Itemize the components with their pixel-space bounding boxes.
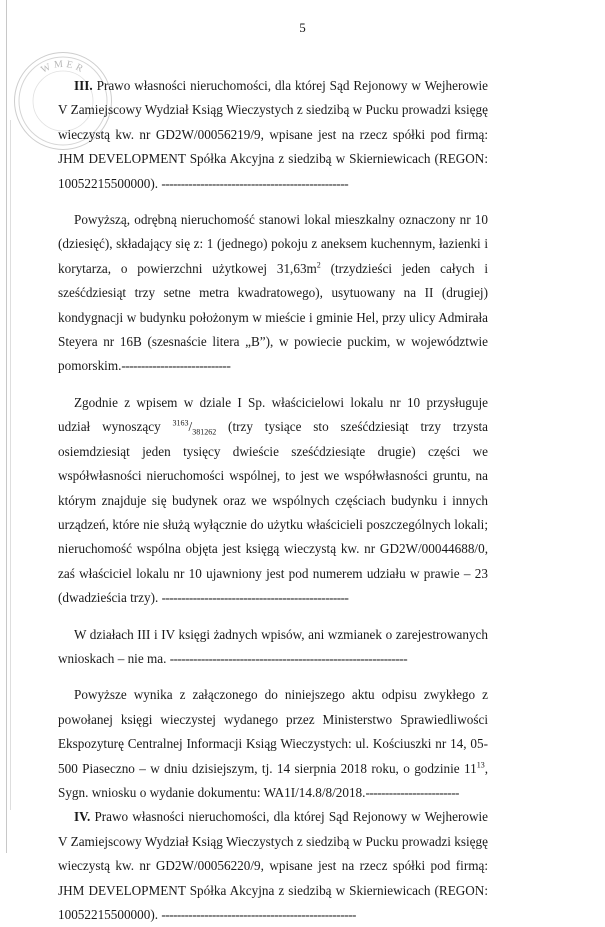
spacer	[58, 379, 488, 391]
section-iii-text: Prawo własności nieruchomości, dla której Sąd Rejonowy w Wejherowie V Zamiejscowy Wydział Ksiąg Wieczystych z siedzibą w Pucku prowadzi księgę wieczystą kw. nr GD2W/00056219/9, wpisane jest na rzecz spółki pod firmą: JHM DEVELOPMENT Spółka Akcyjna z siedzibą w Skierniewicach (REGON: 10052215500000).	[58, 78, 488, 191]
unit-text-1: Powyższą, odrębną nieruchomość stanowi lokal mieszkalny oznaczony nr 10 (dziesięć), składający się z: 1 (jednego) pokoju z aneksem kuchennym, łazienki i korytarza, o powierzchni użytkowej 31,63m	[58, 212, 488, 276]
share-text-1: Zgodnie z wpisem w dziale I Sp. właścicielowi lokalu nr 10 przysługuje udział wynoszący	[58, 394, 488, 435]
divisions-text: W działach III i IV księgi żadnych wpisów, ani wzmianek o zarejestrowanych wnioskach – nie ma.	[58, 626, 488, 666]
seal-lettering: WMER	[39, 58, 88, 77]
unit-text-2: (trzydzieści jeden całych i sześćdziesiąt trzy setne metra kwadratowego), usytuowany na II (drugiej) kondygnacji w budynku położonym w mieście i gminie Hel, przy ulicy Admirała Steyera nr 16B (szesnaście litera „B”), w powiecie puckim, w województwie pomorskim.	[58, 260, 489, 374]
spacer	[58, 611, 488, 623]
source-dashes: ------------------------	[365, 784, 459, 800]
unit-area-superscript: 2	[316, 260, 321, 270]
section-iv-paragraph	[58, 805, 488, 927]
section-iv-label: IV.	[74, 809, 91, 825]
spacer	[58, 671, 488, 683]
section-iv-dashes: --------------------------------------------------	[161, 907, 356, 922]
source-paragraph	[58, 683, 488, 805]
source-time-superscript: 13	[476, 760, 485, 770]
share-fraction-numerator: 3163	[172, 418, 189, 428]
section-iii-paragraph	[58, 74, 488, 196]
section-iii-label: III.	[74, 78, 93, 93]
source-text-2: , Sygn. wniosku o wydanie dokumentu: WA1I/14.8/8/2018.	[58, 760, 488, 800]
share-fraction-denominator: 381262	[192, 427, 217, 437]
share-text-2: (trzy tysiące sto sześćdziesiąt trzy trzysta osiemdziesiąt jeden tysięcy dwieście sześćdziesiąte drugie) części we współwłasności nieruchomości wspólnej, to jest we współwłasności gruntu, na którym znajduje się budynek oraz we wspólnych częściach budynku i innych urządzeń, które nie służą wyłącznie do użytku właścicieli poszczególnych lokali; nieruchomość wspólna objęta jest księgą wieczystą kw. nr GD2W/00044688/0, zaś właściciel lokalu nr 10 ujawniony jest pod numerem udziału w prawie – 23 (dwadzieścia trzy).	[58, 419, 488, 606]
page-number: 5	[299, 20, 306, 35]
document-body	[58, 74, 488, 927]
share-dashes: ------------------------------------------------	[161, 590, 349, 606]
section-iv-text: Prawo własności nieruchomości, dla której Sąd Rejonowy w Wejherowie V Zamiejscowy Wydział Ksiąg Wieczystych z siedzibą w Pucku prowadzi księgę wieczystą kw. nr GD2W/00056220/9, wpisane jest na rzecz spółki pod firmą: JHM DEVELOPMENT Spółka Akcyjna z siedzibą w Skierniewicach (REGON: 10052215500000).	[58, 809, 488, 922]
divisions-dashes: -------------------------------------------------------------	[169, 650, 408, 666]
divisions-paragraph	[58, 623, 488, 672]
share-paragraph: Zgodnie z wpisem w dziale I Sp. właścicielowi lokalu nr 10 przysługuje udział wynoszący $^{3163}/_{381262}$ (trzy tysiące sto sześćdziesiąt trzy trzysta osiemdziesiąt jeden tysięcy dwieście sześćdziesiąte drugie) części we współwłasności nieruchomości wspólnej, to jest we współwłasności gruntu, na którym znajduje się budynek oraz we wspólnych częściach budynku i innych urządzeń, które nie służą wyłącznie do użytku właścicieli poszczególnych lokali; nieruchomość wspólna objęta jest księgą wieczystą kw. nr GD2W/00044688/0, zaś właściciel lokalu nr 10 ujawniony jest pod numerem udziału w prawie – 23 (dwadzieścia trzy). ------------------------------------------------	[58, 394, 488, 606]
binding-edge-line	[6, 0, 7, 853]
section-iii-dashes: ------------------------------------------------	[161, 175, 349, 191]
unit-dashes: ----------------------------	[121, 358, 231, 374]
binding-edge-line-inner	[10, 120, 11, 810]
source-text-1: Powyższe wynika z załączonego do niniejszego aktu odpisu zwykłego z powołanej księgi wieczystej wydanego przez Ministerstwo Sprawiedliwości Ekspozyturę Centralnej Informacji Ksiąg Wieczystych: ul. Kościuszki nr 14, 05-500 Piaseczno – w dniu dzisiejszym, tj. 14 sierpnia 2018 roku, o godzinie 11	[58, 687, 488, 776]
spacer	[58, 196, 488, 208]
unit-description-paragraph	[58, 208, 488, 379]
